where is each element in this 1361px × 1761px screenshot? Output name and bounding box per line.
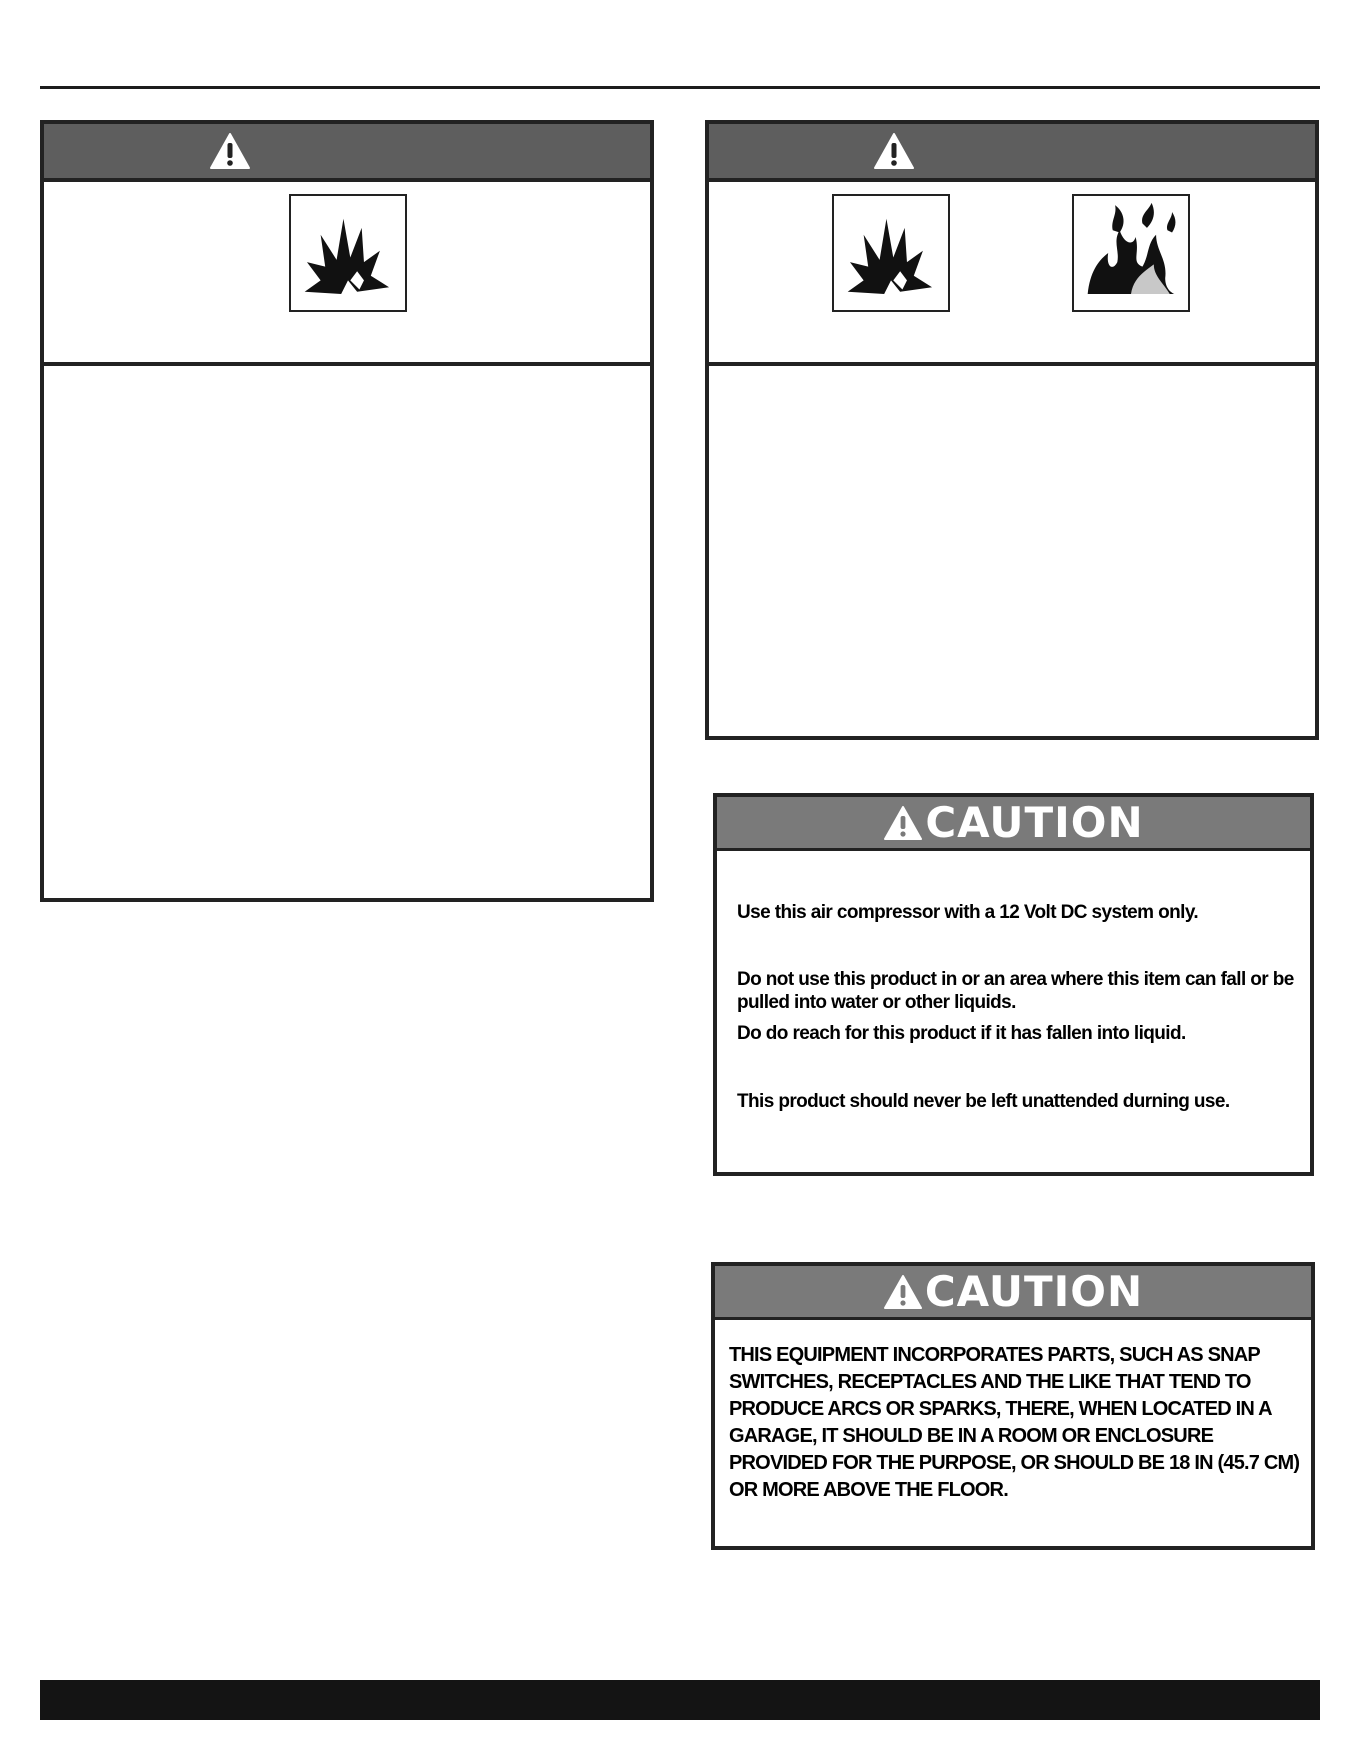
warning-triangle-icon	[873, 132, 915, 170]
footer-bar	[40, 1680, 1320, 1720]
fire-hazard-icon	[1072, 194, 1190, 312]
warning-header	[44, 124, 650, 182]
caution-box-1	[713, 793, 1314, 1176]
caution-header	[715, 1266, 1311, 1320]
caution-title: CAUTION	[925, 797, 1144, 847]
warning-box-left	[40, 120, 654, 902]
caution-title: CAUTION	[924, 1266, 1144, 1316]
pictogram-row	[44, 182, 650, 366]
warning-triangle-icon	[209, 132, 251, 170]
top-rule	[40, 86, 1320, 89]
pictogram-row	[709, 182, 1315, 366]
warning-header	[709, 124, 1315, 182]
caution-line: Do not use this product in or an area where this item can fall or be pulled into water or other liquids.	[737, 969, 1294, 1013]
caution-line: Do do reach for this product if it has fallen into liquid.	[737, 1023, 1186, 1044]
caution-line: This product should never be left unattended durning use.	[737, 1091, 1230, 1112]
explosion-hazard-icon	[832, 194, 950, 312]
caution-header	[717, 797, 1310, 851]
warning-box-right	[705, 120, 1319, 740]
caution-text: THIS EQUIPMENT INCORPORATES PARTS, SUCH AS SNAP SWITCHES, RECEPTACLES AND THE LIKE THAT TEND TO PRODUCE ARCS OR SPARKS, THERE, WHEN LOCATED IN A GARAGE, IT SHOULD BE IN A ROOM OR ENCLOSURE PROVIDED FOR THE PURPOSE, OR SHOULD BE 18 IN (45.7 CM) OR MORE ABOVE THE FLOOR.	[729, 1344, 1300, 1501]
explosion-hazard-icon	[289, 194, 407, 312]
caution-triangle-icon	[883, 1274, 923, 1310]
caution-line: Use this air compressor with a 12 Volt DC system only.	[737, 902, 1199, 923]
caution-triangle-icon	[883, 805, 923, 841]
caution-box-2	[711, 1262, 1315, 1550]
